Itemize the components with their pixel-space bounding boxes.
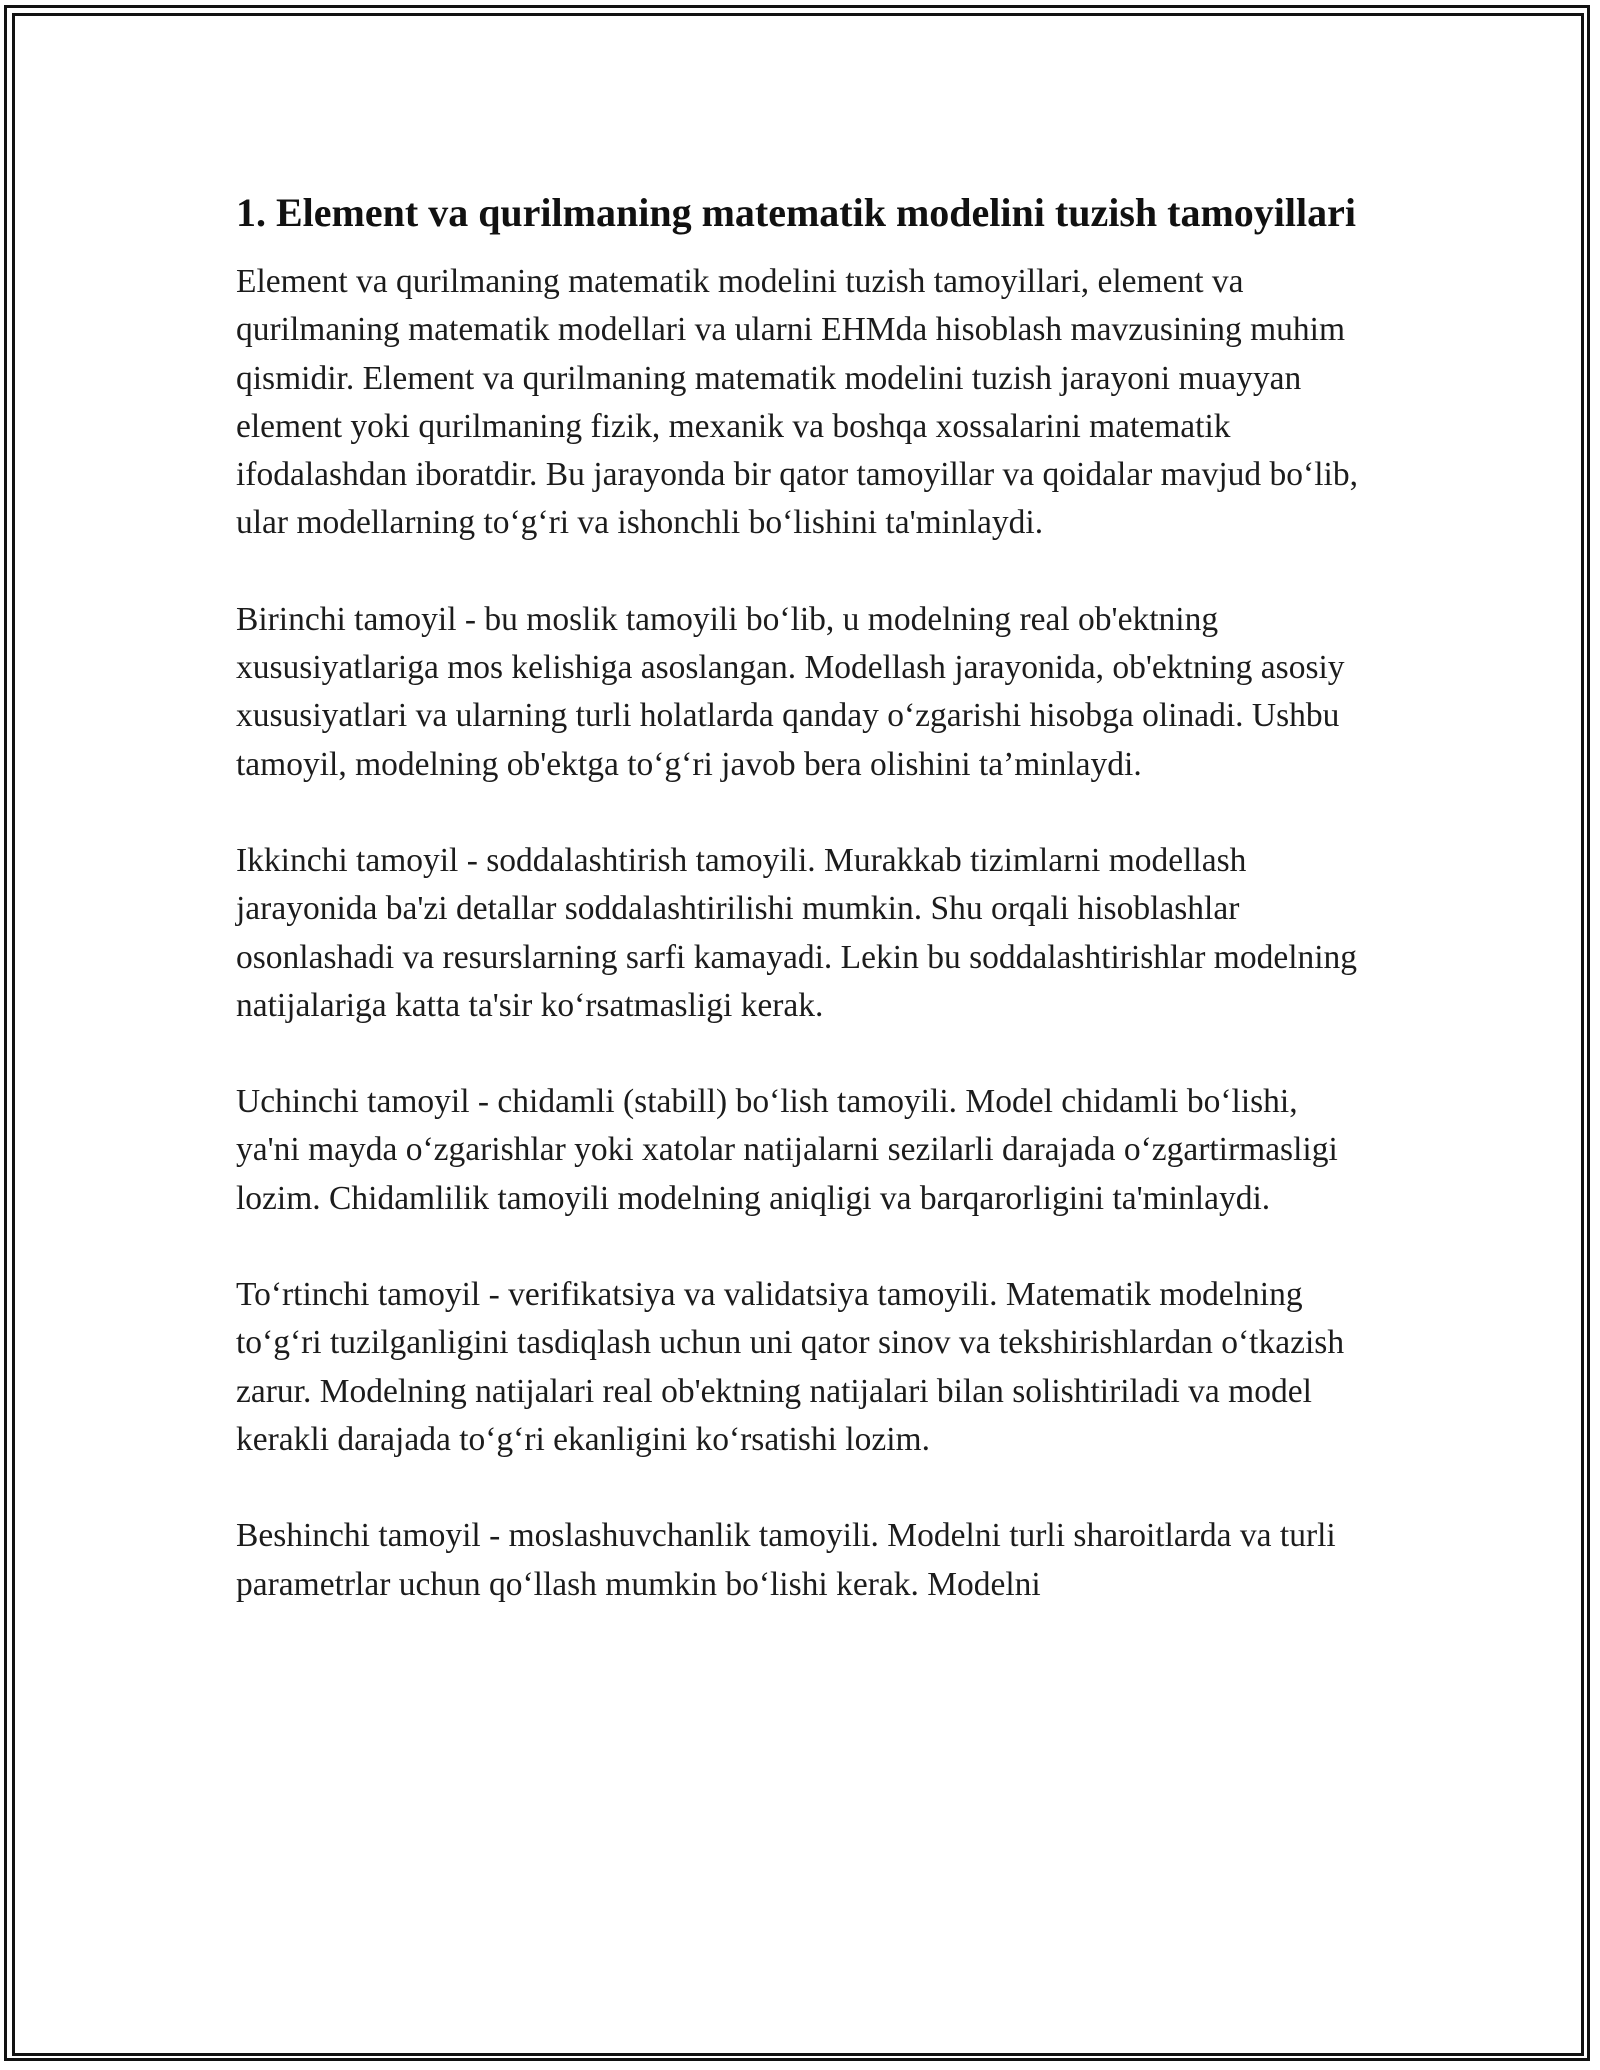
paragraph-intro: Element va qurilmaning matematik modelini tuzish tamoyillari, element va qurilmaning matematik modellari va ularni EHMda hisoblash mavzusining muhim qismidir. Element va qurilmaning matematik modelini tuzish jarayoni muayyan element yoki qurilmaning fizik, mexanik va boshqa xossalarini matematik ifodalashdan iboratdir. Bu jarayonda bir qator tamoyillar va qoidalar mavjud bo‘lib, ular modellarning to‘g‘ri va ishonchli bo‘lishini ta'minlaydi. [236,263,1358,542]
section-heading: 1. Element va qurilmaning matematik modelini tuzish tamoyillari [236,190,1356,235]
paragraph-principle-2: Ikkinchi tamoyil - soddalashtirish tamoyili. Murakkab tizimlarni modellash jarayonida ba'zi detallar soddalashtirilishi mumkin. Shu orqali hisoblashlar osonlashadi va resurslarning sarfi kamayadi. Lekin bu soddalashtirishlar modelning natijalariga katta ta'sir ko‘rsatmasligi kerak. [236,841,1358,1024]
paragraph-principle-3: Uchinchi tamoyil - chidamli (stabill) bo‘lish tamoyili. Model chidamli bo‘lishi, ya'ni mayda o‘zgarishlar yoki xatolar natijalarni sezilarli darajada o‘zgartirmasligi lozim. Chidamlilik tamoyili modelning aniqligi va barqarorligini ta'minlaydi. [236,1083,1338,1217]
paragraph-principle-5: Beshinchi tamoyil - moslashuvchanlik tamoyili. Modelni turli sharoitlarda va turli parametrlar uchun qo‘llash mumkin bo‘lishi kerak. Modelni [236,1517,1336,1603]
paragraph-principle-4: To‘rtinchi tamoyil - verifikatsiya va validatsiya tamoyili. Matematik modelning to‘g‘ri tuzilganligini tasdiqlash uchun uni qator sinov va tekshirishlardan o‘tkazish zarur. Modelning natijalari real ob'ektning natijalari bilan solishtiriladi va model kerakli darajada to‘g‘ri ekanligini ko‘rsatishi lozim. [236,1276,1345,1458]
paragraph-principle-1: Birinchi tamoyil - bu moslik tamoyili bo‘lib, u modelning real ob'ektning xususiyatlariga mos kelishiga asoslangan. Modellash jarayonida, ob'ektning asosiy xususiyatlari va ularning turli holatlarda qanday o‘zgarishi hisobga olinadi. Ushbu tamoyil, modelning ob'ektga to‘g‘ri javob bera olishini ta’minlaydi. [236,600,1345,783]
document-body [236,186,1366,1657]
